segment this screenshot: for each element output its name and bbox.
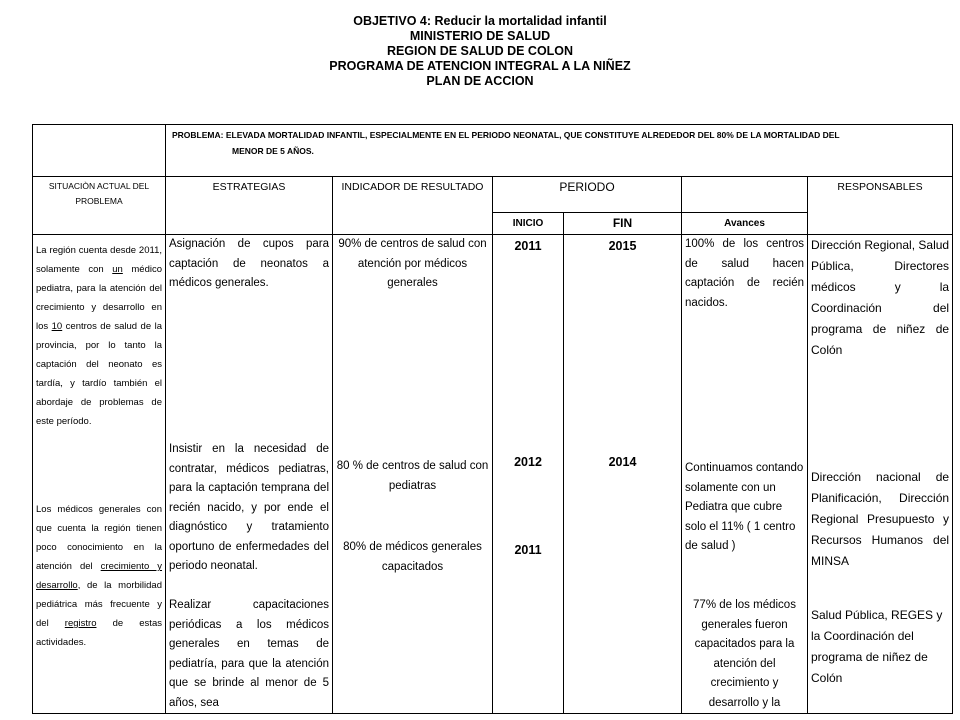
end-year-1: 2015	[608, 239, 637, 253]
plan-title: PLAN DE ACCION	[426, 74, 534, 88]
col-header-situation: SITUACIÒN ACTUAL DEL PROBLEMA	[33, 177, 166, 235]
responsible-3: Salud Pública, REGES y la Coordinación del programa de niñez de Colón	[811, 608, 943, 685]
col-header-start: INICIO	[493, 213, 564, 235]
strategy-3: Realizar capacitaciones periódicas a los médicos generales en temas de pediatría, para que la atención que se brinde al menor de 5 años, sea	[169, 599, 329, 709]
objective-title: OBJETIVO 4: Reducir la mortalidad infantil	[353, 14, 607, 28]
col-header-indicator: INDICADOR DE RESULTADO	[333, 177, 493, 235]
col-header-progress: Avances	[682, 213, 808, 235]
strategies-cell	[166, 235, 333, 714]
end-year-cell	[564, 235, 682, 714]
indicators-cell	[333, 235, 493, 714]
start-year-1: 2011	[514, 239, 542, 253]
responsible-cell	[808, 235, 953, 714]
indicator-1: 90% de centros de salud con atención por médicos generales	[338, 238, 487, 289]
ministry-title: MINISTERIO DE SALUD	[409, 29, 551, 43]
progress-cell	[682, 235, 808, 714]
col-header-strategies: ESTRATEGIAS	[166, 177, 333, 235]
end-year-2: 2014	[608, 455, 637, 469]
progress-1: 100% de los centros de salud hacen captación de recién nacidos.	[685, 238, 804, 309]
col-header-period: PERIODO	[493, 177, 682, 213]
strategy-1: Asignación de cupos para captación de neonatos a médicos generales.	[169, 238, 329, 289]
start-year-2: 2012	[514, 455, 542, 469]
strategy-2: Insistir en la necesidad de contratar, médicos pediatras, para la captación temprana del recién nacido, y por ende el diagnóstico y tratamiento oportuno de enfermedades del periodo neonatal.	[169, 443, 329, 572]
situation-paragraph-2: Los médicos generales con que cuenta la región tienen poco conocimiento en la atención del crecimiento y desarrollo, de la morbilidad pediátrica más frecuente y del registro de estas actividades.	[36, 504, 163, 648]
problem-line-2: MENOR DE 5 AÑOS.	[232, 146, 314, 156]
situation-cell	[33, 235, 166, 714]
col-header-responsible: RESPONSABLES	[808, 177, 953, 235]
document-header	[0, 14, 960, 89]
indicator-3: 80% de médicos generales capacitados	[343, 541, 482, 573]
problem-line-1: PROBLEMA: ELEVADA MORTALIDAD INFANTIL, ESPECIALMENTE EN EL PERIODO NEONATAL, QUE CONSTITUYE ALREDEDOR DEL 80% DE LA MORTALIDAD DEL	[172, 130, 840, 140]
start-year-3: 2011	[514, 543, 542, 557]
indicator-2: 80 % de centros de salud con pediatras	[336, 460, 489, 492]
col-header-blank	[682, 177, 808, 213]
blank-cell	[33, 125, 166, 177]
responsible-2: Dirección nacional de Planificación, Dirección Regional Presupuesto y Recursos Humanos del MINSA	[811, 470, 950, 568]
program-title: PROGRAMA DE ATENCION INTEGRAL A LA NIÑEZ	[329, 59, 631, 73]
action-plan-table	[32, 124, 953, 714]
region-title: REGION DE SALUD DE COLON	[386, 44, 574, 58]
progress-3: 77% de los médicos generales fueron capacitados para la atención del crecimiento y desarrollo y la	[693, 599, 796, 709]
start-year-cell	[493, 235, 564, 714]
col-header-end: FIN	[564, 213, 682, 235]
situation-paragraph-1: La región cuenta desde 2011, solamente con un médico pediatra, para la atención del crecimiento y desarrollo en los 10 centros de salud de la provincia, por lo tanto la captación del neonato es tardía, y tardío también el abordaje de problemas de este período.	[36, 245, 162, 427]
problem-statement	[166, 125, 953, 177]
responsible-1: Dirección Regional, Salud Pública, Directores médicos y la Coordinación del programa de niñez de Colón	[811, 238, 950, 357]
progress-2: Continuamos contando solamente con un Pediatra que cubre solo el 11% ( 1 centro de salud )	[685, 462, 804, 552]
